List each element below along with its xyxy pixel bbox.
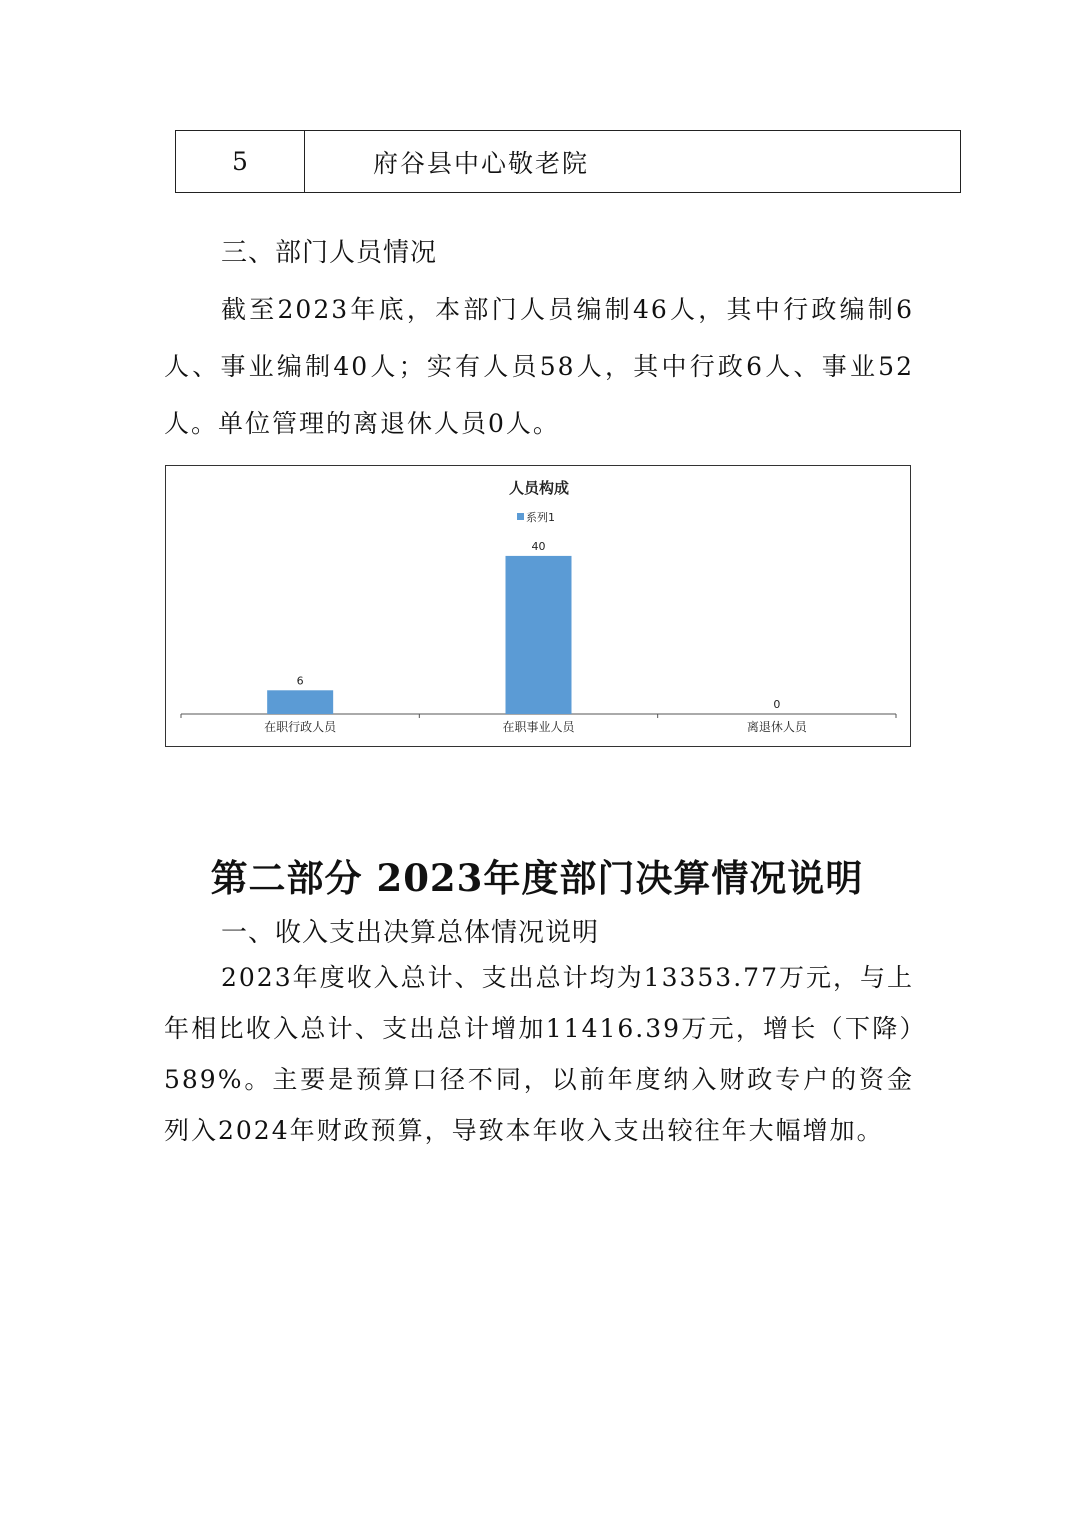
chart-title: 人员构成	[508, 479, 570, 497]
category-tick-label: 离退休人员	[746, 720, 807, 734]
unit-table	[175, 130, 961, 193]
section3-heading: 三、部门人员情况	[221, 238, 438, 268]
staff-composition-chart	[165, 465, 911, 747]
bar	[267, 690, 333, 714]
category-tick-label: 在职行政人员	[264, 720, 337, 734]
row-unit-name: 府谷县中心敬老院	[305, 131, 961, 193]
data-label: 6	[296, 674, 304, 688]
data-label: 0	[773, 698, 781, 711]
table-row	[176, 131, 961, 193]
chart-svg	[166, 466, 912, 748]
bars-layer	[181, 540, 896, 734]
legend-swatch	[517, 513, 524, 520]
bar	[506, 556, 572, 714]
section3-paragraph: 截至2023年底，本部门人员编制46人，其中行政编制6人、事业编制40人；实有人员58人，其中行政6人、事业52人。单位管理的离退休人员0人。	[164, 295, 914, 438]
part2-section1-heading: 一、收入支出决算总体情况说明	[221, 918, 600, 948]
category-tick-label: 在职事业人员	[502, 720, 575, 734]
part2-paragraph: 2023年度收入总计、支出总计均为13353.77万元，与上年相比收入总计、支出总计增加11416.39万元，增长（下降）589%。主要是预算口径不同，以前年度纳入财政专户的资金列入2024年财政预算，导致本年收入支出较往年大幅增加。	[164, 963, 914, 1145]
data-label: 40	[531, 539, 546, 553]
row-index: 5	[176, 131, 305, 193]
part2-title: 第二部分 2023年度部门决算情况说明	[210, 856, 864, 900]
legend-label: 系列1	[526, 511, 555, 524]
